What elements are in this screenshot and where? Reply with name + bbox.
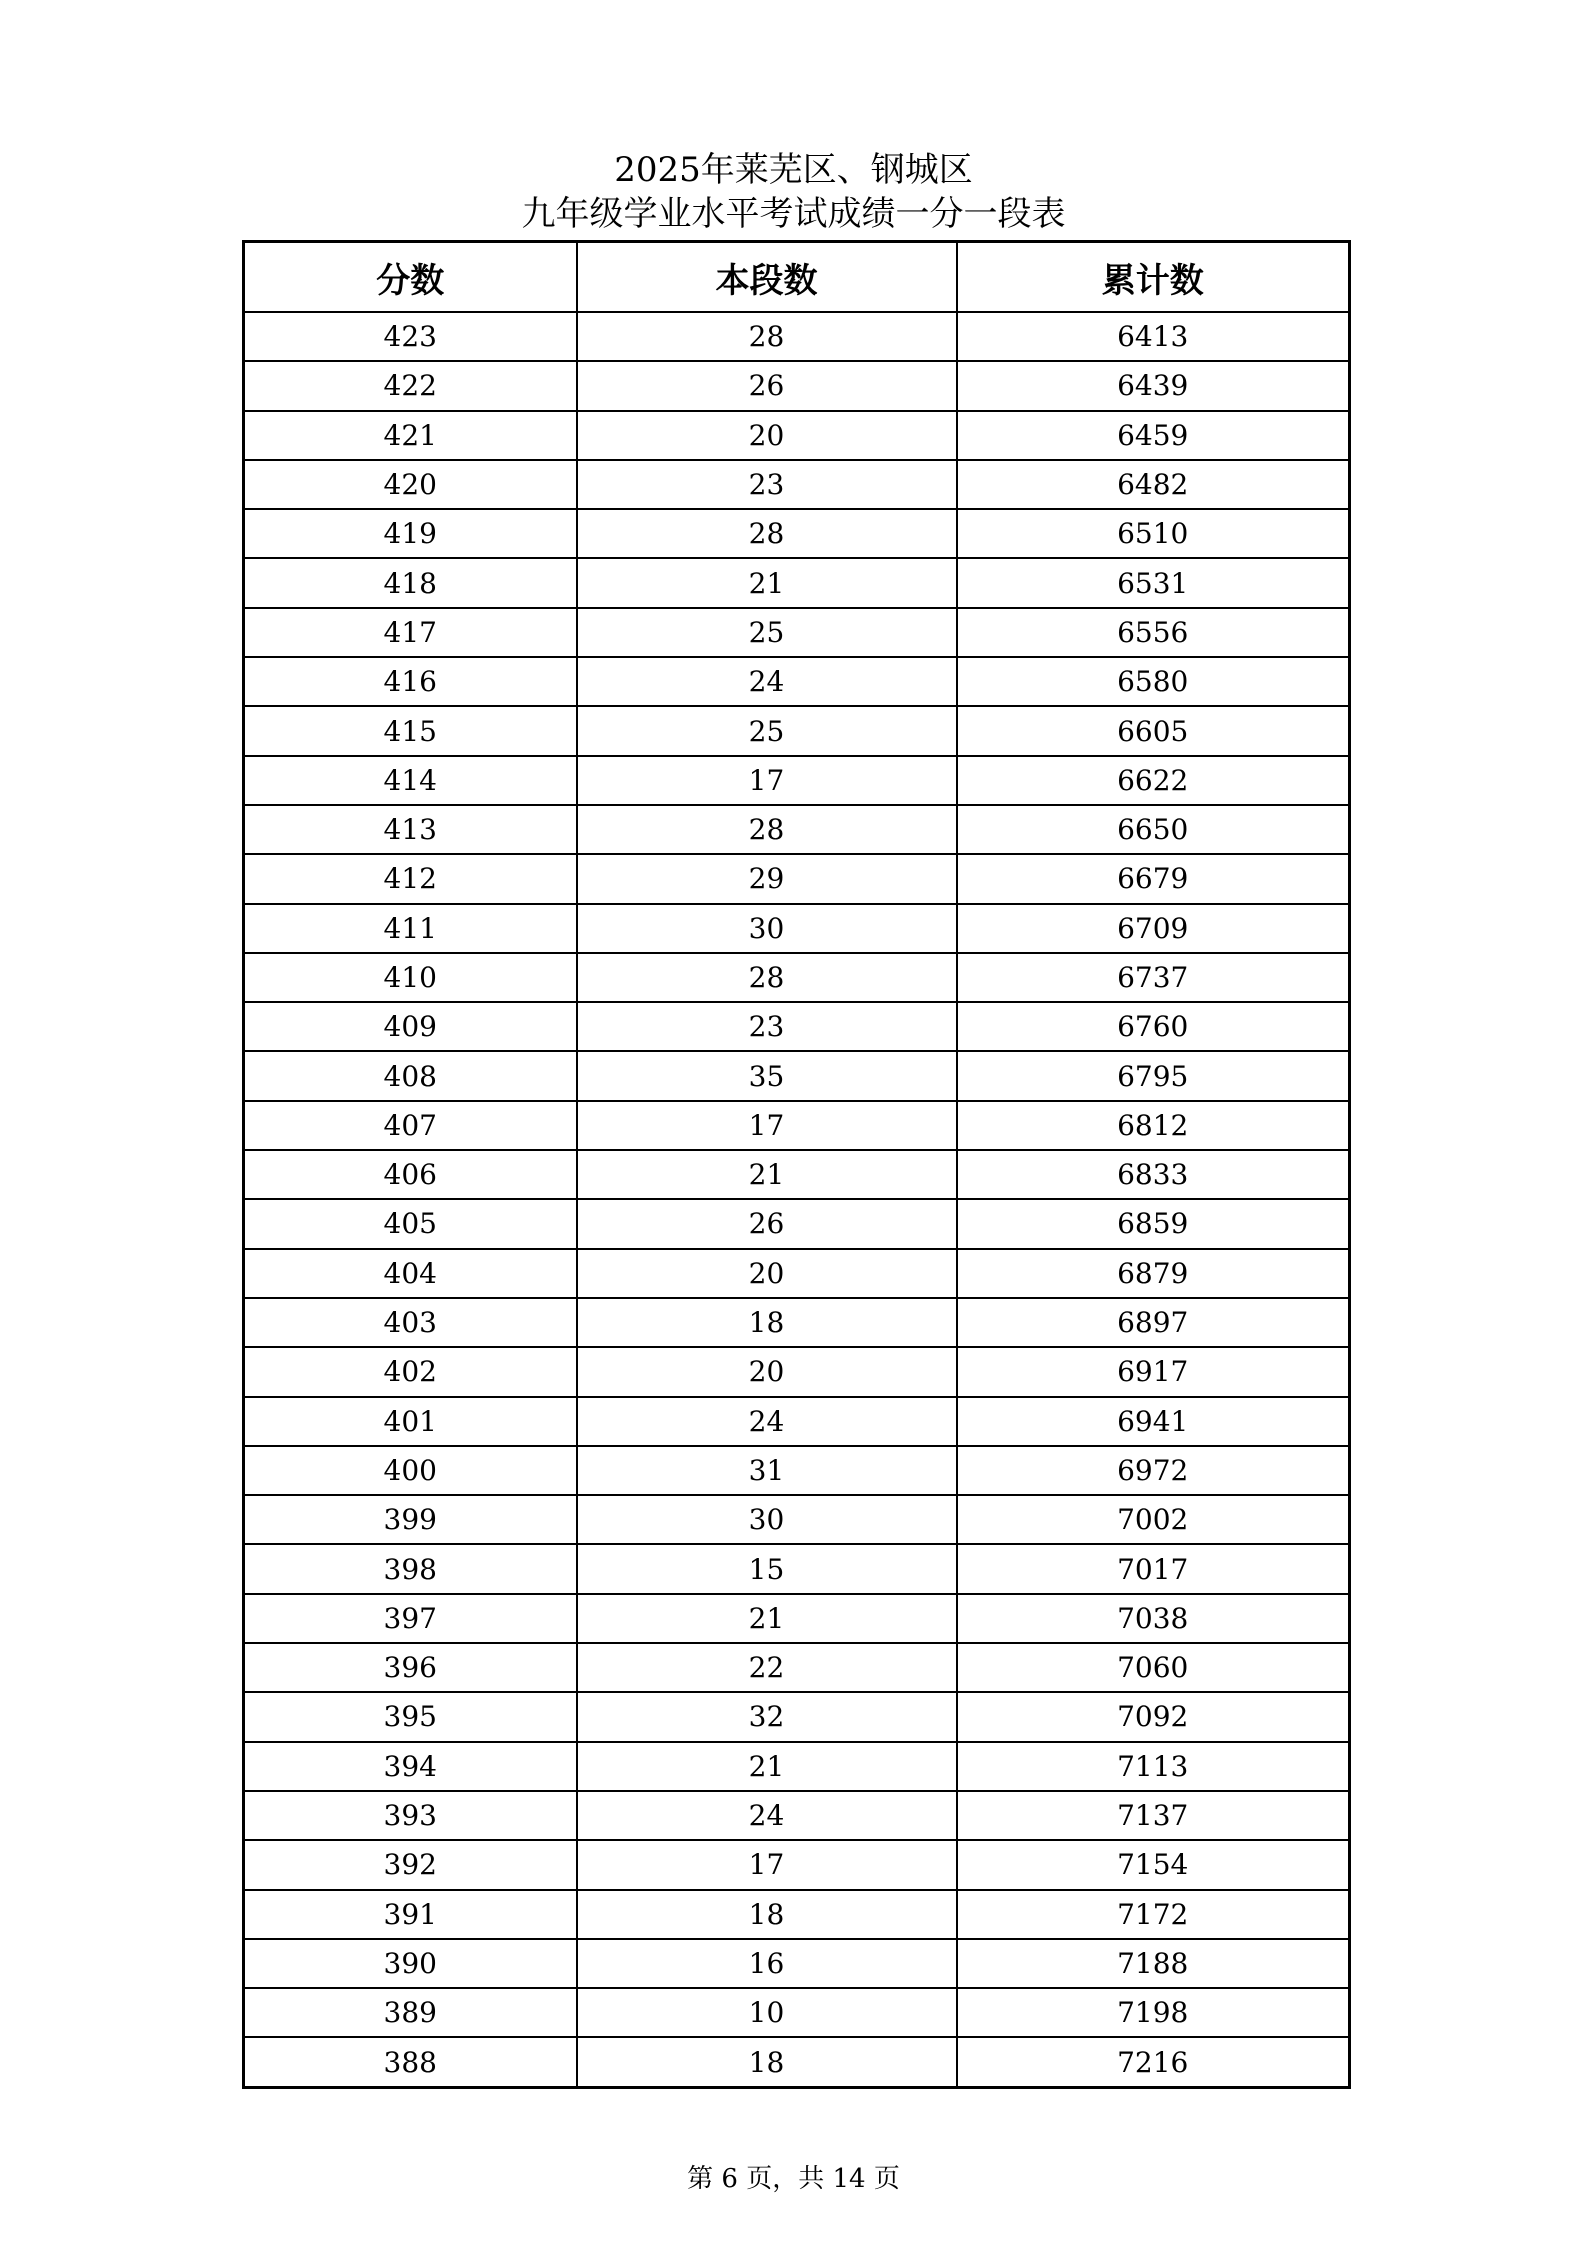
cell-cumulative-count: 6650 [957,805,1350,854]
cell-cumulative-count: 6531 [957,558,1350,607]
table-row [244,756,1350,805]
table-row [244,411,1350,460]
cell-cumulative-count: 6812 [957,1101,1350,1150]
table-row [244,1643,1350,1692]
cell-segment-count: 18 [577,1298,957,1347]
table-row [244,1199,1350,1248]
cell-cumulative-count: 7092 [957,1692,1350,1741]
cell-cumulative-count: 6859 [957,1199,1350,1248]
cell-cumulative-count: 7038 [957,1594,1350,1643]
cell-score: 422 [244,361,577,410]
cell-segment-count: 20 [577,411,957,460]
table-row [244,657,1350,706]
cell-score: 398 [244,1544,577,1593]
table-row [244,1791,1350,1840]
cell-cumulative-count: 7198 [957,1988,1350,2037]
table-row [244,1150,1350,1199]
table-row [244,805,1350,854]
cell-segment-count: 20 [577,1249,957,1298]
cell-cumulative-count: 7188 [957,1939,1350,1988]
cell-score: 388 [244,2037,577,2087]
cell-segment-count: 17 [577,1840,957,1889]
cell-segment-count: 17 [577,756,957,805]
cell-segment-count: 15 [577,1544,957,1593]
cell-segment-count: 35 [577,1051,957,1100]
cell-score: 392 [244,1840,577,1889]
table-row [244,460,1350,509]
cell-cumulative-count: 7154 [957,1840,1350,1889]
cell-cumulative-count: 7216 [957,2037,1350,2087]
cell-cumulative-count: 6972 [957,1446,1350,1495]
cell-segment-count: 26 [577,361,957,410]
cell-score: 410 [244,953,577,1002]
table-row [244,1101,1350,1150]
cell-score: 415 [244,706,577,755]
document-title [0,148,1587,236]
cell-score: 414 [244,756,577,805]
cell-score: 405 [244,1199,577,1248]
cell-segment-count: 21 [577,1742,957,1791]
cell-segment-count: 20 [577,1347,957,1396]
table-row [244,953,1350,1002]
cell-cumulative-count: 6482 [957,460,1350,509]
table-row [244,558,1350,607]
cell-segment-count: 28 [577,509,957,558]
table-row [244,1446,1350,1495]
cell-segment-count: 22 [577,1643,957,1692]
cell-score: 394 [244,1742,577,1791]
cell-segment-count: 28 [577,805,957,854]
cell-score: 396 [244,1643,577,1692]
table-row [244,706,1350,755]
cell-score: 411 [244,904,577,953]
table-row [244,1840,1350,1889]
cell-score: 399 [244,1495,577,1544]
cell-cumulative-count: 6556 [957,608,1350,657]
cell-score: 412 [244,854,577,903]
cell-cumulative-count: 6622 [957,756,1350,805]
cell-segment-count: 32 [577,1692,957,1741]
table-row [244,1495,1350,1544]
cell-segment-count: 21 [577,1594,957,1643]
cell-score: 404 [244,1249,577,1298]
cell-cumulative-count: 7060 [957,1643,1350,1692]
cell-segment-count: 29 [577,854,957,903]
cell-cumulative-count: 6510 [957,509,1350,558]
table-row [244,1939,1350,1988]
header-cumulative-count: 累计数 [957,242,1350,313]
cell-score: 408 [244,1051,577,1100]
cell-segment-count: 23 [577,460,957,509]
table-row [244,1051,1350,1100]
cell-segment-count: 16 [577,1939,957,1988]
cell-cumulative-count: 6459 [957,411,1350,460]
cell-score: 417 [244,608,577,657]
cell-score: 413 [244,805,577,854]
cell-score: 389 [244,1988,577,2037]
table-header-row [244,242,1350,313]
table-row [244,312,1350,361]
cell-score: 418 [244,558,577,607]
title-line-2: 九年级学业水平考试成绩一分一段表 [521,194,1066,234]
cell-score: 409 [244,1002,577,1051]
cell-cumulative-count: 7113 [957,1742,1350,1791]
cell-segment-count: 21 [577,558,957,607]
cell-segment-count: 25 [577,608,957,657]
cell-score: 420 [244,460,577,509]
cell-segment-count: 24 [577,657,957,706]
cell-cumulative-count: 6709 [957,904,1350,953]
table-body [244,312,1350,2087]
cell-segment-count: 30 [577,1495,957,1544]
cell-score: 395 [244,1692,577,1741]
cell-score: 419 [244,509,577,558]
table-row [244,1397,1350,1446]
cell-segment-count: 18 [577,1890,957,1939]
cell-score: 402 [244,1347,577,1396]
cell-score: 421 [244,411,577,460]
cell-cumulative-count: 6941 [957,1397,1350,1446]
cell-cumulative-count: 6795 [957,1051,1350,1100]
score-distribution-table [242,240,1351,2089]
cell-segment-count: 28 [577,312,957,361]
cell-score: 390 [244,1939,577,1988]
cell-cumulative-count: 6439 [957,361,1350,410]
table-row [244,361,1350,410]
cell-cumulative-count: 6679 [957,854,1350,903]
cell-segment-count: 24 [577,1791,957,1840]
header-segment-count: 本段数 [577,242,957,313]
cell-segment-count: 31 [577,1446,957,1495]
cell-segment-count: 26 [577,1199,957,1248]
table-row [244,1890,1350,1939]
cell-score: 403 [244,1298,577,1347]
cell-segment-count: 17 [577,1101,957,1150]
cell-score: 391 [244,1890,577,1939]
table-row [244,1298,1350,1347]
table-row [244,1544,1350,1593]
cell-score: 407 [244,1101,577,1150]
cell-segment-count: 28 [577,953,957,1002]
table-row [244,1692,1350,1741]
cell-score: 401 [244,1397,577,1446]
cell-cumulative-count: 6897 [957,1298,1350,1347]
table-row [244,1988,1350,2037]
cell-cumulative-count: 6737 [957,953,1350,1002]
cell-cumulative-count: 6413 [957,312,1350,361]
table-row [244,1249,1350,1298]
cell-segment-count: 24 [577,1397,957,1446]
cell-cumulative-count: 6580 [957,657,1350,706]
cell-cumulative-count: 7137 [957,1791,1350,1840]
cell-score: 423 [244,312,577,361]
cell-cumulative-count: 6833 [957,1150,1350,1199]
cell-segment-count: 23 [577,1002,957,1051]
table-row [244,854,1350,903]
table-row [244,1742,1350,1791]
cell-score: 416 [244,657,577,706]
table-row [244,608,1350,657]
cell-score: 393 [244,1791,577,1840]
cell-score: 397 [244,1594,577,1643]
page-footer: 第 6 页，共 14 页 [687,2164,900,2194]
cell-score: 400 [244,1446,577,1495]
cell-segment-count: 10 [577,1988,957,2037]
cell-segment-count: 21 [577,1150,957,1199]
table-row [244,1002,1350,1051]
cell-score: 406 [244,1150,577,1199]
title-line-1: 2025年莱芜区、钢城区 [614,150,973,190]
table-row [244,1347,1350,1396]
cell-cumulative-count: 7017 [957,1544,1350,1593]
cell-segment-count: 25 [577,706,957,755]
cell-cumulative-count: 7172 [957,1890,1350,1939]
header-score: 分数 [244,242,577,313]
table-row [244,1594,1350,1643]
cell-cumulative-count: 6917 [957,1347,1350,1396]
cell-segment-count: 18 [577,2037,957,2087]
cell-cumulative-count: 6760 [957,1002,1350,1051]
cell-cumulative-count: 6605 [957,706,1350,755]
table-row [244,509,1350,558]
table-row [244,2037,1350,2087]
cell-cumulative-count: 7002 [957,1495,1350,1544]
cell-cumulative-count: 6879 [957,1249,1350,1298]
cell-segment-count: 30 [577,904,957,953]
table-row [244,904,1350,953]
